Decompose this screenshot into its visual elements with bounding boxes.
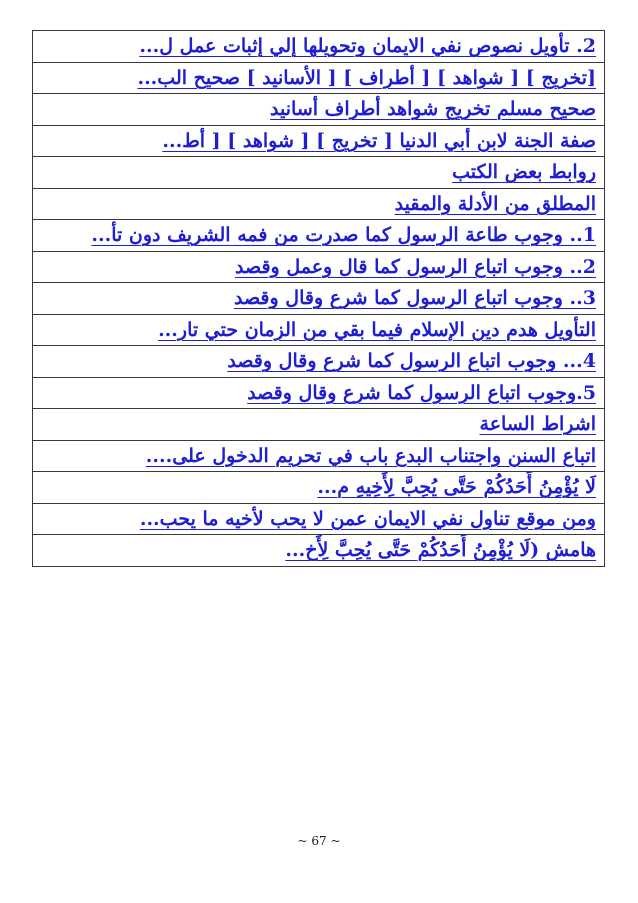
table-row <box>33 314 605 346</box>
table-cell <box>33 409 605 441</box>
table-row <box>33 157 605 189</box>
table-cell <box>33 535 605 567</box>
table-cell <box>33 188 605 220</box>
page-number: ~ 67 ~ <box>297 834 341 848</box>
table-cell <box>33 440 605 472</box>
toc-link[interactable]: روابط بعض الكتب <box>452 161 596 184</box>
table-cell <box>33 157 605 189</box>
toc-link[interactable]: [تخريج ] [ شواهد ] [ أطراف ] [ الأسانيد ] صحيح الب... <box>137 66 596 89</box>
toc-link[interactable]: لَا يُؤْمِنُ أَحَدُكُمْ حَتَّى يُحِبَّ لِأَخِيهِ م... <box>317 476 596 499</box>
toc-link[interactable]: التأويل هدم دين الإسلام فيما بقي من الزمان حتي تار... <box>158 318 596 341</box>
table-cell <box>33 62 605 94</box>
table-row <box>33 62 605 94</box>
table-row <box>33 220 605 252</box>
toc-link[interactable]: 4... وجوب اتباع الرسول كما شرع وقال وقصد <box>227 350 596 373</box>
table-row <box>33 94 605 126</box>
toc-link[interactable]: ومن موقع تناول نفي الايمان عمن لا يحب لأخيه ما يحب... <box>139 507 596 530</box>
table-row <box>33 31 605 63</box>
toc-link[interactable]: 1.. وجوب طاعة الرسول كما صدرت من فمه الشريف دون تأ... <box>91 224 596 247</box>
toc-link[interactable]: صحيح مسلم تخريج شواهد أطراف أسانيد <box>270 98 596 121</box>
table-row <box>33 377 605 409</box>
toc-link[interactable]: اشراط الساعة <box>479 413 596 436</box>
toc-link[interactable]: اتباع السنن واجتناب البدع باب في تحريم الدخول على.... <box>145 444 596 467</box>
table-row <box>33 125 605 157</box>
toc-link[interactable]: صفة الجنة لابن أبي الدنيا [ تخريج ] [ شواهد ] [ أط... <box>162 129 596 152</box>
table-cell <box>33 346 605 378</box>
toc-link[interactable]: 2. تأويل نصوص نفي الايمان وتحويلها إلي إثبات عمل ل... <box>139 35 596 58</box>
table-row <box>33 283 605 315</box>
table-row <box>33 346 605 378</box>
table-row <box>33 188 605 220</box>
toc-table <box>32 30 605 567</box>
table-row <box>33 472 605 504</box>
toc-link[interactable]: 2.. وجوب اتباع الرسول كما قال وعمل وقصد <box>235 255 596 278</box>
table-cell <box>33 314 605 346</box>
table-row <box>33 409 605 441</box>
table-row <box>33 535 605 567</box>
table-row <box>33 251 605 283</box>
table-cell <box>33 472 605 504</box>
table-cell <box>33 220 605 252</box>
table-row <box>33 440 605 472</box>
toc-link[interactable]: 3.. وجوب اتباع الرسول كما شرع وقال وقصد <box>233 287 596 310</box>
toc-link[interactable]: هامش (لَا يُؤْمِنُ أَحَدُكُمْ حَتَّى يُحِبَّ لِأَخ... <box>285 539 596 562</box>
table-row <box>33 503 605 535</box>
table-cell <box>33 283 605 315</box>
table-cell <box>33 125 605 157</box>
table-cell <box>33 251 605 283</box>
table-cell <box>33 94 605 126</box>
table-cell <box>33 377 605 409</box>
toc-link[interactable]: المطلق من الأدلة والمقيد <box>394 192 596 215</box>
table-cell <box>33 503 605 535</box>
table-cell <box>33 31 605 63</box>
toc-link[interactable]: 5.وجوب اتباع الرسول كما شرع وقال وقصد <box>247 381 596 404</box>
